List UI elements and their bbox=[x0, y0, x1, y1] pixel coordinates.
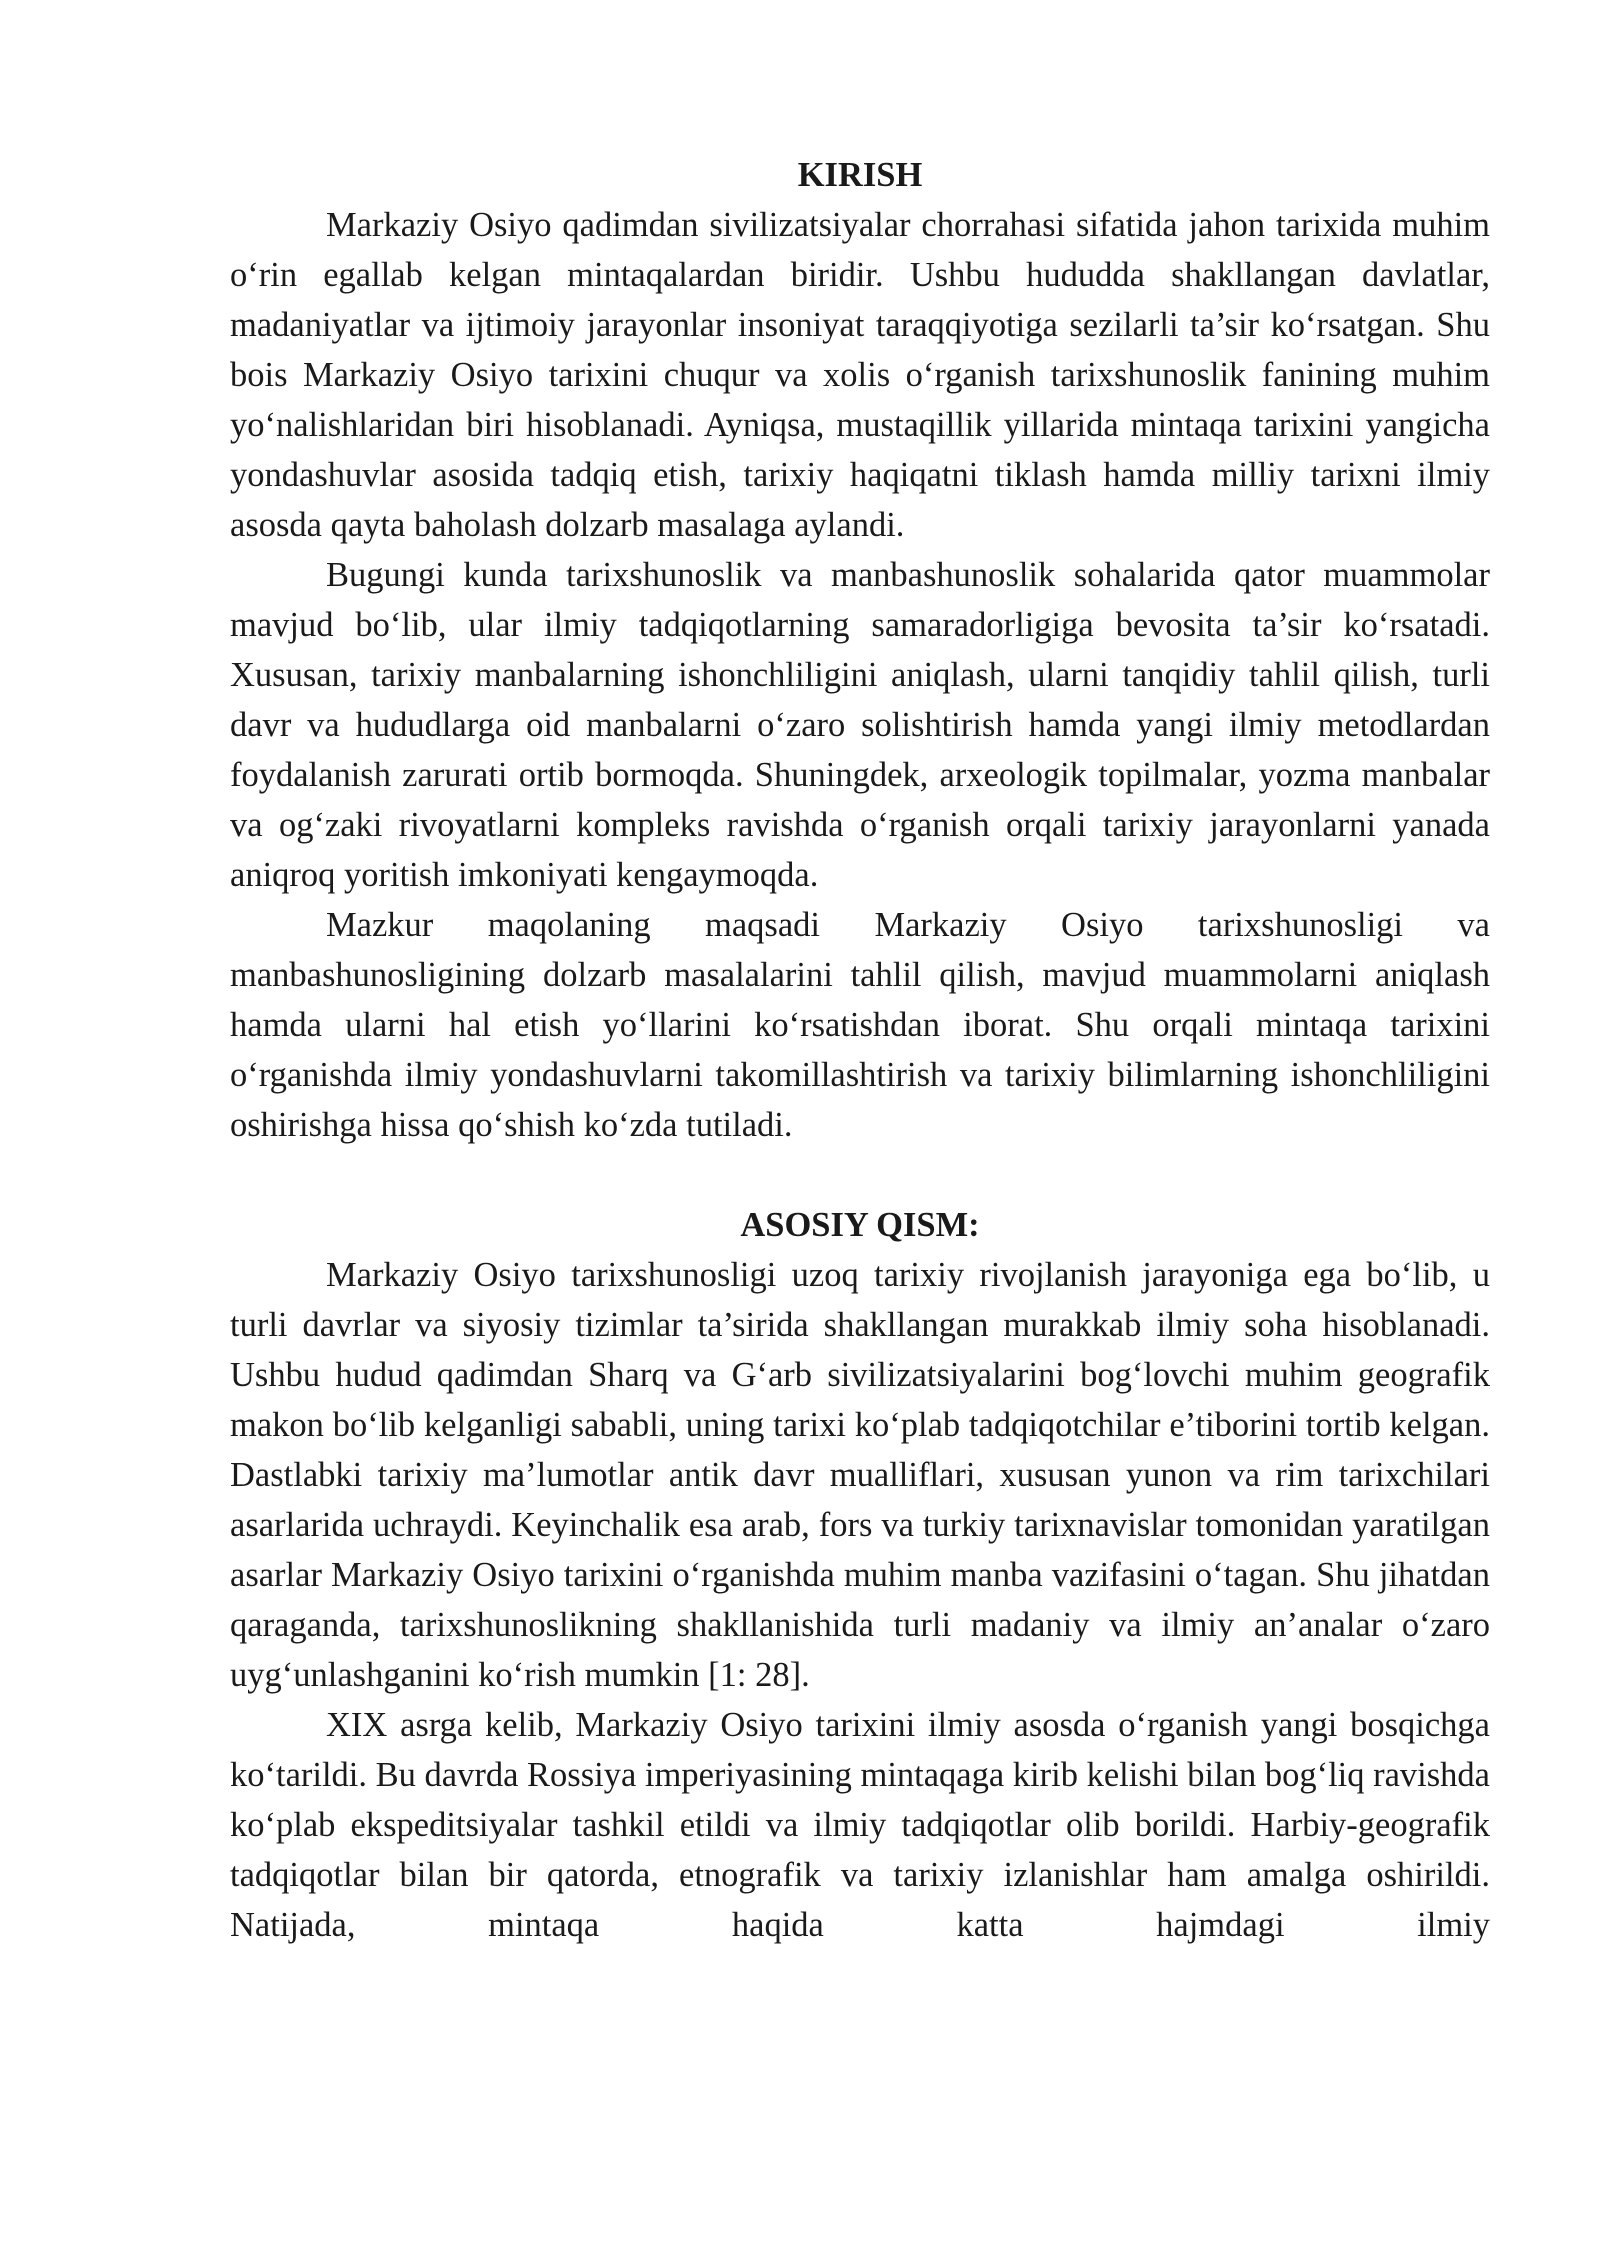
intro-paragraph-3: Mazkur maqolaning maqsadi Markaziy Osiyo tarixshunosligi va manbashunosligining dolzarb masalalarini tahlil qilish, mavjud muammolarni aniqlash hamda ularni hal etish yo‘llarini ko‘rsatishdan iborat. Shu orqali mintaqa tarixini o‘rganishda ilmiy yondashuvlarni takomillashtirish va tarixiy bilimlarning ishonchliligini oshirishga hissa qo‘shish ko‘zda tutiladi. bbox=[230, 906, 1490, 1144]
main-paragraph-1: Markaziy Osiyo tarixshunosligi uzoq tarixiy rivojlanish jarayoniga ega bo‘lib, u turli davrlar va siyosiy tizimlar ta’sirida shakllangan murakkab ilmiy soha hisoblanadi. Ushbu hudud qadimdan Sharq va G‘arb sivilizatsiyalarini bog‘lovchi muhim geografik makon bo‘lib kelganligi sababli, uning tarixi ko‘plab tadqiqotchilar e’tiborini tortib kelgan. Dastlabki tarixiy ma’lumotlar antik davr mualliflari, xususan yunon va rim tarixchilari asarlarida uchraydi. Keyinchalik esa arab, fors va turkiy tarixnavislar tomonidan yaratilgan asarlar Markaziy Osiyo tarixini o‘rganishda muhim manba vazifasini o‘tagan. Shu jihatdan qaraganda, tarixshunoslikning shakllanishida turli madaniy va ilmiy an’analar o‘zaro uyg‘unlashganini ko‘rish mumkin [1: 28]. bbox=[230, 1256, 1490, 1694]
intro-paragraph-2: Bugungi kunda tarixshunoslik va manbashunoslik sohalarida qator muammolar mavjud bo‘lib, ular ilmiy tadqiqotlarning samaradorligiga bevosita ta’sir ko‘rsatadi. Xususan, tarixiy manbalarning ishonchliligini aniqlash, ularni tanqidiy tahlil qilish, turli davr va hududlarga oid manbalarni o‘zaro solishtirish hamda yangi ilmiy metodlardan foydalanish zarurati ortib bormoqda. Shuningdek, arxeologik topilmalar, yozma manbalar va og‘zaki rivoyatlarni kompleks ravishda o‘rganish orqali tarixiy jarayonlarni yanada aniqroq yoritish imkoniyati kengaymoqda. bbox=[230, 556, 1490, 894]
main-paragraph-2: XIX asrga kelib, Markaziy Osiyo tarixini ilmiy asosda o‘rganish yangi bosqichga ko‘tarildi. Bu davrda Rossiya imperiyasining mintaqaga kirib kelishi bilan bog‘liq ravishda ko‘plab ekspeditsiyalar tashkil etildi va ilmiy tadqiqotlar olib borildi. Harbiy-geografik tadqiqotlar bilan bir qatorda, etnografik va tarixiy izlanishlar ham amalga oshirildi. Natijada, mintaqa haqida katta hajmdagi ilmiy bbox=[230, 1706, 1490, 1944]
intro-paragraph-1: Markaziy Osiyo qadimdan sivilizatsiyalar chorrahasi sifatida jahon tarixida muhim o‘rin egallab kelgan mintaqalardan biridir. Ushbu hududda shakllangan davlatlar, madaniyatlar va ijtimoiy jarayonlar insoniyat taraqqiyotiga sezilarli ta’sir ko‘rsatgan. Shu bois Markaziy Osiyo tarixini chuqur va xolis o‘rganish tarixshunoslik fanining muhim yo‘nalishlaridan biri hisoblanadi. Ayniqsa, mustaqillik yillarida mintaqa tarixini yangicha yondashuvlar asosida tadqiq etish, tarixiy haqiqatni tiklash hamda milliy tarixni ilmiy asosda qayta baholash dolzarb masalaga aylandi. bbox=[230, 206, 1490, 544]
document-body bbox=[230, 150, 1490, 1950]
heading-main: ASOSIY QISM: bbox=[740, 1206, 980, 1244]
heading-intro: KIRISH bbox=[797, 156, 923, 194]
